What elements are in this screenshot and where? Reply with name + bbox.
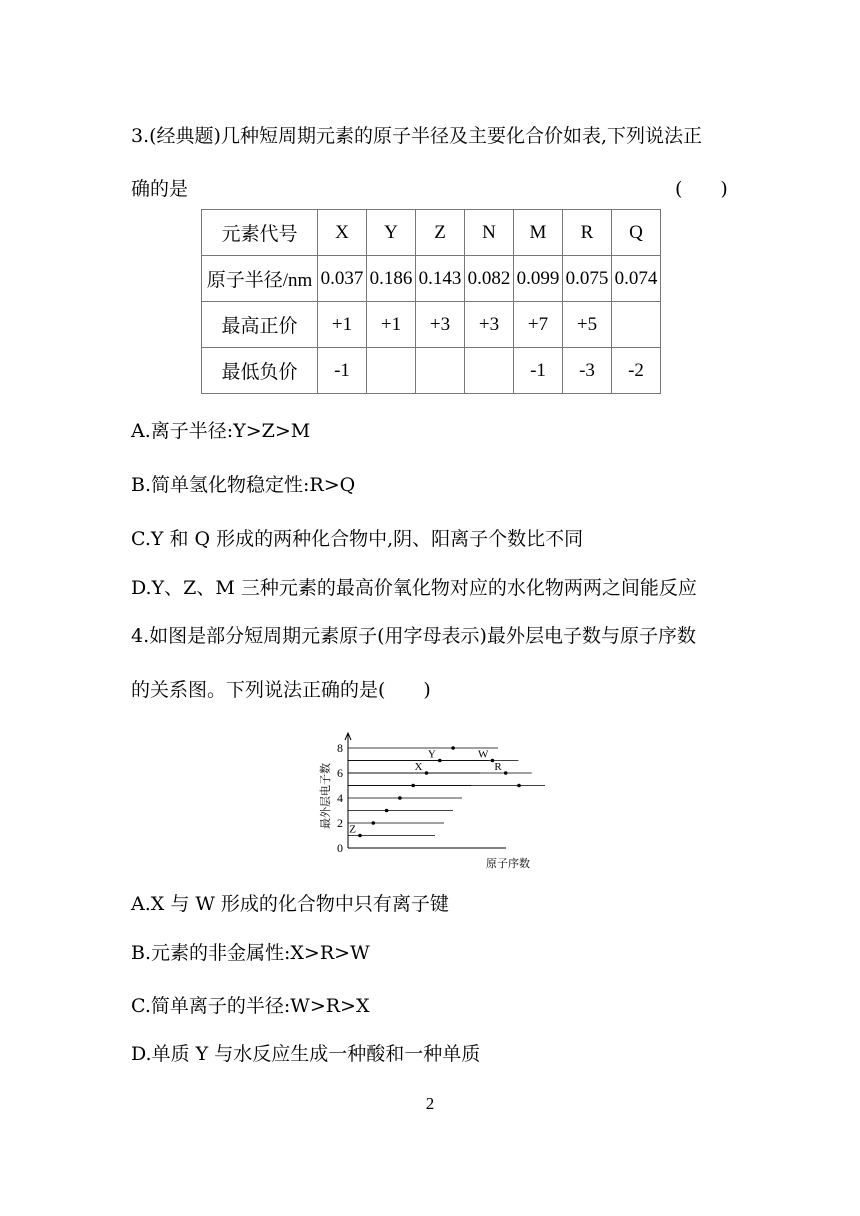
table-cell: +7	[514, 302, 563, 348]
q4-option-d: D.单质 Y 与水反应生成一种酸和一种单质	[131, 1043, 481, 1065]
table-cell: -1	[514, 348, 563, 394]
y-tick-label: 2	[337, 816, 343, 830]
table-cell: -3	[563, 348, 612, 394]
y-tick-label: 6	[337, 766, 343, 780]
q4-stem-line1: 4.如图是部分短周期元素原子(用字母表示)最外层电子数与原子序数	[131, 625, 696, 647]
q4-option-b: B.元素的非金属性:X>R>W	[131, 942, 370, 964]
q4-option-a: A.X 与 W 形成的化合物中只有离子键	[131, 893, 449, 915]
data-point	[517, 784, 521, 788]
q3-option-c: C.Y 和 Q 形成的两种化合物中,阴、阳离子个数比不同	[131, 528, 584, 550]
q3-option-a: A.离子半径:Y>Z>M	[131, 420, 311, 442]
table-cell: +1	[367, 302, 416, 348]
table-cell: +3	[465, 302, 514, 348]
data-point	[372, 821, 376, 825]
data-point	[385, 809, 389, 813]
table-cell: 0.074	[612, 256, 661, 302]
table-cell: 0.082	[465, 256, 514, 302]
q3-option-d: D.Y、Z、M 三种元素的最高价氧化物对应的水化物两两之间能反应	[131, 577, 697, 599]
data-point	[398, 796, 402, 800]
data-point	[451, 746, 455, 750]
table-cell: -1	[318, 348, 367, 394]
table-cell: R	[563, 210, 612, 256]
q3-answer-paren: ( )	[675, 178, 728, 200]
table-cell: 0.037	[318, 256, 367, 302]
table-cell: 0.099	[514, 256, 563, 302]
table-cell: M	[514, 210, 563, 256]
y-axis-label: 最外层电子数	[319, 763, 332, 829]
table-row	[202, 256, 661, 302]
q3-option-b: B.简单氢化物稳定性:R>Q	[131, 474, 356, 496]
y-tick-label: 0	[337, 841, 343, 855]
q4-stem-line2: 的关系图。下列说法正确的是( )	[131, 679, 431, 701]
q3-stem-line2: 确的是	[131, 178, 189, 200]
table-row	[202, 210, 661, 256]
table-cell	[367, 348, 416, 394]
table-cell: N	[465, 210, 514, 256]
table-row	[202, 348, 661, 394]
data-point	[358, 834, 362, 838]
page-number: 2	[425, 1094, 435, 1113]
table-row	[202, 302, 661, 348]
y-tick-label: 4	[337, 791, 343, 805]
table-cell: 0.075	[563, 256, 612, 302]
data-point	[504, 771, 508, 775]
table-cell: +1	[318, 302, 367, 348]
table-cell: 0.186	[367, 256, 416, 302]
table-cell	[612, 302, 661, 348]
point-label: X	[414, 761, 423, 773]
point-label: Z	[349, 823, 356, 836]
element-table	[201, 209, 661, 394]
table-cell: 最高正价	[202, 302, 318, 348]
table-cell	[465, 348, 514, 394]
table-cell	[416, 348, 465, 394]
table-cell: Z	[416, 210, 465, 256]
table-cell: +5	[563, 302, 612, 348]
table-cell: +3	[416, 302, 465, 348]
table-cell: Y	[367, 210, 416, 256]
table-cell: -2	[612, 348, 661, 394]
table-cell: 0.143	[416, 256, 465, 302]
electron-chart	[316, 726, 546, 876]
table-cell: 最低负价	[202, 348, 318, 394]
table-cell: Q	[612, 210, 661, 256]
table-cell: 元素代号	[202, 210, 318, 256]
q4-option-c: C.简单离子的半径:W>R>X	[131, 995, 370, 1017]
point-label: R	[494, 761, 502, 773]
x-axis-label: 原子序数	[486, 857, 530, 870]
q3-stem-line1: 3.(经典题)几种短周期元素的原子半径及主要化合价如表,下列说法正	[131, 125, 702, 147]
table-cell: 原子半径/nm	[202, 256, 318, 302]
table-cell: X	[318, 210, 367, 256]
y-tick-label: 8	[337, 741, 343, 755]
point-label: W	[478, 748, 489, 761]
point-label: Y	[427, 748, 436, 761]
